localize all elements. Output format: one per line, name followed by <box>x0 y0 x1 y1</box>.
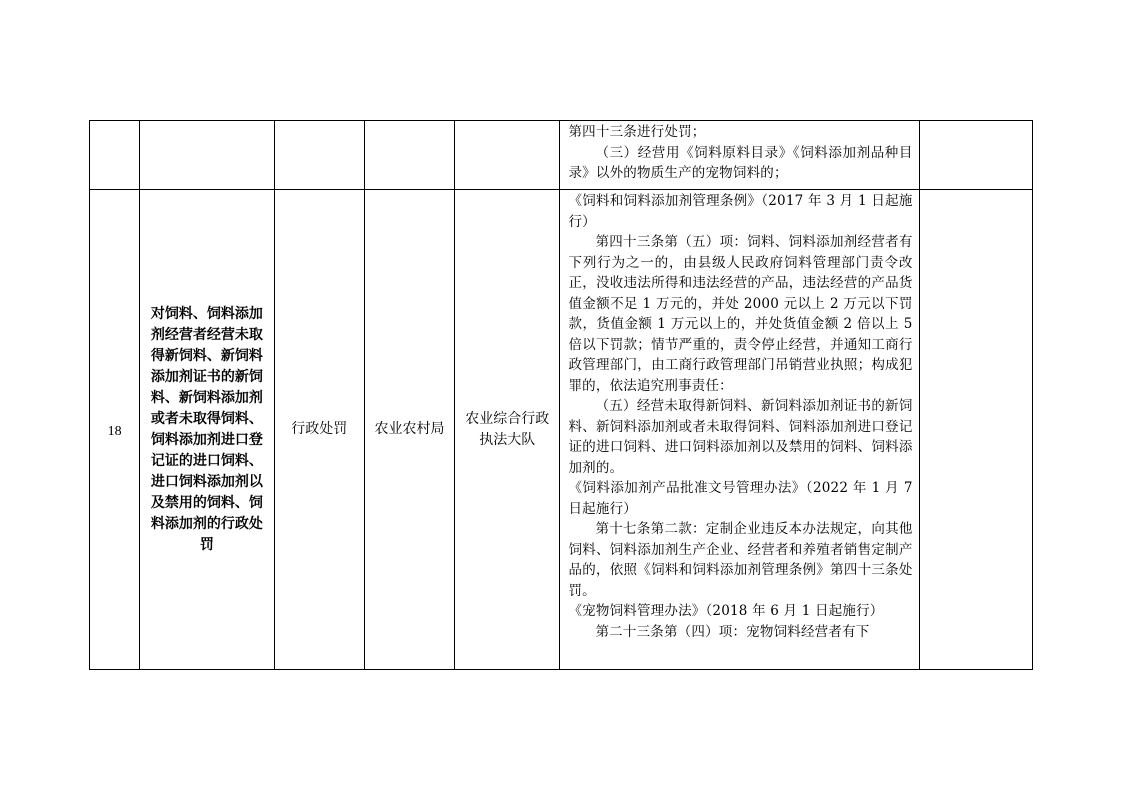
cell-name <box>140 190 274 670</box>
cell-department-empty <box>364 121 454 190</box>
cell-note-empty <box>919 190 1032 670</box>
item-name: 对饲料、饲料添加剂经营者经营未取得新饲料、新饲料添加剂证书的新饲料、新饲料添加剂或者未取得饲料、饲料添加剂进口登记证的进口饲料、进口饲料添加剂以及禁用的饲料、饲料添加剂的行政处罚 <box>150 305 263 553</box>
item-type: 行政处罚 <box>291 421 348 437</box>
cell-type <box>274 190 364 670</box>
cell-type-empty <box>274 121 364 190</box>
cell-name-empty <box>140 121 274 190</box>
basis-paragraph: 第二十三条第（四）项：宠物饲料经营者有下 <box>595 623 870 640</box>
basis-paragraph: 第十七条第二款：定制企业违反本办法规定，向其他饲料、饲料添加剂生产企业、经营者和养殖者销售定制产品的，依照《饲料和饲料添加剂管理条例》第四十三条处罚。 <box>568 521 913 599</box>
cell-number <box>90 190 140 670</box>
item-unit: 农业综合行政执法大队 <box>465 410 550 448</box>
cell-unit-empty <box>455 121 560 190</box>
cell-number-empty <box>90 121 140 190</box>
cell-basis <box>560 190 919 670</box>
cell-note-empty <box>919 121 1032 190</box>
regulation-table <box>89 120 1033 670</box>
table-row-continuation <box>90 121 1033 190</box>
basis-paragraph: 第四十三条第（五）项：饲料、饲料添加剂经营者有下列行为之一的，由县级人民政府饲料管理部门责令改正，没收违法所得和违法经营的产品，违法经营的产品货值金额不足 1 万元的，并处 2000 元以上 2 万元以下罚款，货值金额 1 万元以上的，并处货值金额 2 倍以上 5 倍以下罚款；情节严重的，责令停止经营，并通知工商行政管理部门，由工商行政管理部门吊销营业执照；构成犯罪的，依法追究刑事责任： <box>568 234 913 394</box>
basis-paragraph: 第四十三条进行处罚； <box>568 124 706 140</box>
cell-department <box>364 190 454 670</box>
item-department: 农业农村局 <box>374 421 445 437</box>
basis-paragraph: 《宠物饲料管理办法》（2018 年 6 月 1 日起施行） <box>568 603 884 619</box>
basis-paragraph: （三）经营用《饲料原料目录》《饲料添加剂品种目录》以外的物质生产的宠物饲料的； <box>568 144 913 181</box>
table-row-18 <box>90 190 1033 670</box>
basis-paragraph: 《饲料和饲料添加剂管理条例》（2017 年 3 月 1 日起施行） <box>568 193 913 230</box>
cell-unit <box>455 190 560 670</box>
basis-text-continuation <box>560 121 918 184</box>
cell-basis-continuation <box>560 121 919 190</box>
basis-paragraph: （五）经营未取得新饲料、新饲料添加剂证书的新饲料、新饲料添加剂或者未取得饲料、饲料添加剂进口登记证的进口饲料、进口饲料添加剂以及禁用的饲料、饲料添加剂的。 <box>568 398 913 476</box>
basis-paragraph: 《饲料添加剂产品批准文号管理办法》（2022 年 1 月 7 日起施行） <box>568 480 913 517</box>
item-number: 18 <box>107 423 122 439</box>
basis-text <box>560 190 918 668</box>
